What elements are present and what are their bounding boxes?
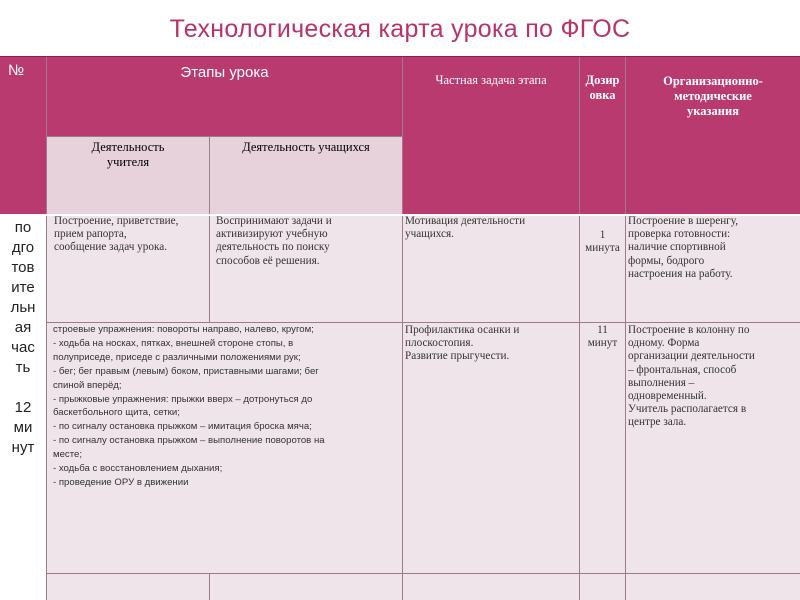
grid-line xyxy=(47,136,402,137)
stage-name-line: ми xyxy=(13,419,33,436)
header-task-label: Частная задача этапа xyxy=(435,73,547,87)
stage-name-line: льн xyxy=(10,299,36,316)
header-number-cell xyxy=(0,56,46,214)
row2-dosage-cell xyxy=(580,323,625,573)
stage-name-line: нут xyxy=(11,439,35,456)
row1-notes-text: Построение в шеренгу, проверка готовности: наличие спортивной формы, бодрого настроения на работу. xyxy=(628,215,739,280)
stage-name-line: по xyxy=(14,219,32,236)
row2-exercises-list xyxy=(53,323,399,490)
row1-dosage-text: 1 минута xyxy=(585,229,620,255)
stage-name xyxy=(0,218,46,458)
stage-name-line: ть xyxy=(15,359,31,376)
exercise-line: - проведение ОРУ в движении xyxy=(53,476,189,488)
exercise-line: баскетбольного щита, сетки; xyxy=(53,407,180,419)
exercise-line: - ходьба на носках, пятках, внешней стороне стопы, в xyxy=(53,337,294,349)
exercise-line: спиной вперёд; xyxy=(53,379,122,391)
row3-cell-e xyxy=(626,574,800,600)
grid-line xyxy=(209,137,210,323)
grid-line xyxy=(46,56,47,600)
exercise-line: строевые упражнения: повороты направо, налево, кругом; xyxy=(53,324,314,335)
grid-line xyxy=(0,56,800,57)
row1-students-text: Воспринимают задачи и активизируют учебную деятельность по поиску способов её решения. xyxy=(216,215,332,267)
row3-cell-d xyxy=(580,574,625,600)
header-number-label: № xyxy=(8,62,25,79)
grid-line xyxy=(625,56,626,600)
lesson-plan-table xyxy=(0,56,800,600)
exercise-line: полуприседе, приседе с различными положениями рук; xyxy=(53,351,301,363)
stage-name-line: ите xyxy=(11,279,35,296)
grid-line xyxy=(209,573,210,600)
header-stages-label: Этапы урока xyxy=(180,64,269,81)
header-teacher-label: Деятельность учителя xyxy=(91,140,165,169)
exercise-line: месте; xyxy=(53,449,83,461)
header-students-label: Деятельность учащихся xyxy=(242,140,370,154)
row2-notes-text: Построение в колонну по одному. Форма организации деятельности – фронтальная, способ выполнения – одновременный. Учитель располагается в центре зала. xyxy=(628,324,755,429)
grid-line xyxy=(47,573,800,574)
exercise-line: - по сигналу остановка прыжком – выполнение поворотов на xyxy=(53,435,325,447)
row1-task-text: Мотивация деятельности учащихся. xyxy=(405,215,526,241)
exercise-line: - бег; бег правым (левым) боком, приставными шагами; бег xyxy=(53,365,319,377)
stage-name-line: дго xyxy=(11,239,35,256)
exercise-line: - прыжковые упражнения: прыжки вверх – дотронуться до xyxy=(53,393,313,405)
row3-cell-b xyxy=(210,574,402,600)
slide-title: Технологическая карта урока по ФГОС xyxy=(169,14,631,43)
exercise-line: - по сигналу остановка прыжком – имитация броска мяча; xyxy=(53,421,312,433)
stage-name-line: тов xyxy=(11,259,35,276)
stage-name-line: 12 xyxy=(14,399,32,416)
stage-name-line xyxy=(0,378,46,398)
exercise-line: - ходьба с восстановлением дыхания; xyxy=(53,463,223,475)
header-dosage-label: Дозир овка xyxy=(585,73,620,102)
row3-cell-c xyxy=(403,574,579,600)
row3-cell-a xyxy=(47,574,209,600)
stage-name-line: ая xyxy=(14,319,32,336)
grid-line xyxy=(402,56,403,600)
row2-task-text: Профилактика осанки и плоскостопия. Развитие прыгучести. xyxy=(405,324,520,363)
row2-dosage-text: 11 минут xyxy=(587,324,618,350)
row1-teacher-text: Построение, приветствие, прием рапорта, сообщение задач урока. xyxy=(54,215,179,254)
stage-name-line: час xyxy=(11,339,35,356)
header-notes-label: Организационно- методические указания xyxy=(663,74,763,118)
